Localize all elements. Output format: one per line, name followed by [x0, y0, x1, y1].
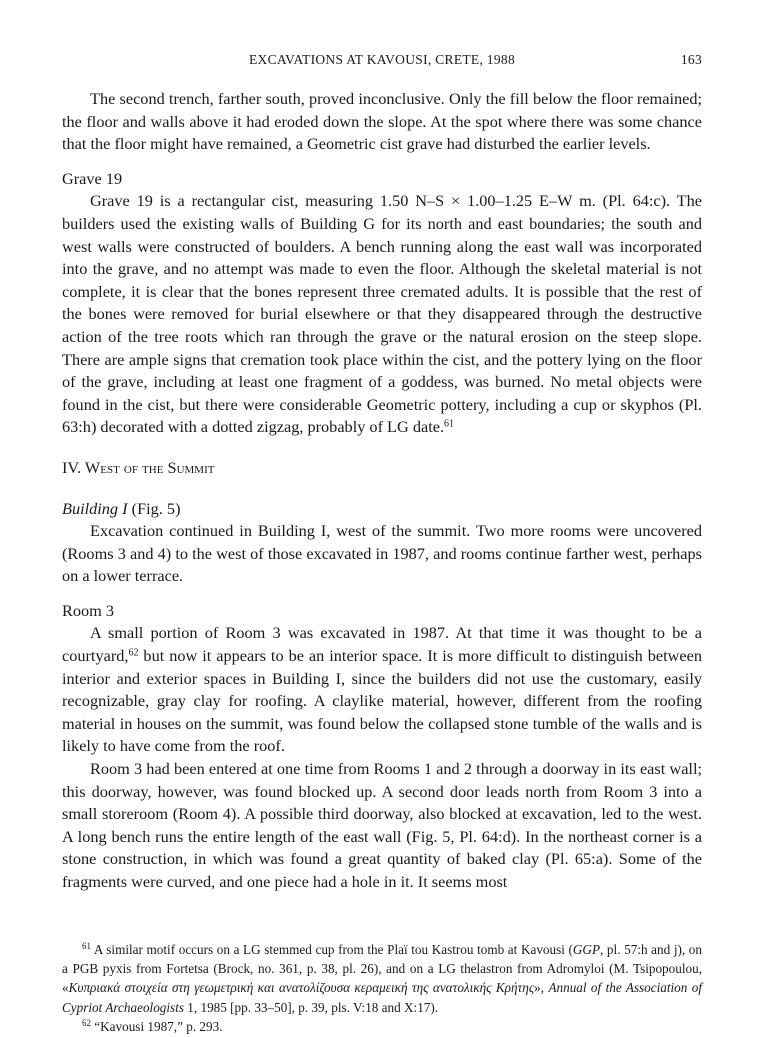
- heading-building-name: Building I: [62, 498, 128, 518]
- heading-building-figref: (Fig. 5): [127, 498, 181, 518]
- footnote-ref-62[interactable]: 62: [128, 647, 139, 659]
- paragraph-room-3a: [62, 622, 702, 758]
- body-text: [62, 88, 702, 894]
- paragraph-grave-19: [62, 190, 702, 439]
- footnote-62-number: 62: [82, 1018, 91, 1029]
- paragraph-building-i: Excavation continued in Building I, west of the summit. Two more rooms were uncovered (Rooms 3 and 4) to the west of those excavated in 1987, and rooms continue farther west, perhaps on a lower terrace.: [62, 521, 702, 586]
- paragraph-room-3a-part1: A small portion of Room 3 was excavated in 1987. At that time it was thought to be a courtyard,: [62, 623, 702, 666]
- heading-building-i: [62, 498, 702, 521]
- footnote-ref-61[interactable]: 61: [444, 418, 455, 430]
- paragraph-room-3a-part2: but now it appears to be an interior space. It is more difficult to distinguish between interior and exterior spaces in Building I, since the builders did not use the customary, easily recognizable, gray clay for roofing. A claylike material, however, different from the roofing material in houses on the summit, was found below the collapsed stone tumble of the walls and is likely to have come from the roof.: [62, 646, 702, 756]
- section-heading-iv: [62, 457, 702, 480]
- footnote-61-text-1: A similar motif occurs on a LG stemmed cup from the Plaï tou Kastrou tomb at Kavousi (: [91, 941, 573, 957]
- footnote-61: [62, 940, 702, 1018]
- section-heading-title: est of the Summit: [100, 457, 215, 477]
- footnote-61-number: 61: [82, 940, 91, 951]
- footnote-62-text: “Kavousi 1987,” p. 293.: [91, 1019, 223, 1035]
- page-number: 163: [680, 52, 702, 67]
- footnote-61-text-2: , pl. 57:h and j), on a PGB pyxis from Fortetsa (Brock, no. 361, p. 38, pl. 26), and on a LG thelastron from Adromyloi (M. Tsipopoulou, «: [62, 941, 702, 996]
- footnote-62: [62, 1017, 702, 1036]
- paragraph-intro: The second trench, farther south, proved inconclusive. Only the fill below the floor remained; the floor and walls above it had eroded down the slope. At the spot where there was some chance that the floor might have remained, a Geometric cist grave had disturbed the earlier levels.: [62, 89, 702, 154]
- running-header: [62, 46, 702, 70]
- footnote-61-ggp: GGP: [572, 941, 601, 957]
- footnote-61-text-4: 1, 1985 [pp. 33–50], p. 39, pls. V:18 and X:17).: [183, 999, 439, 1015]
- footnotes: [62, 940, 702, 1037]
- document-page: [62, 46, 702, 1037]
- paragraph-room-3b: Room 3 had been entered at one time from Rooms 1 and 2 through a doorway in its east wall; this doorway, however, was found blocked up. A second door leads north from Room 3 into a small storeroom (Room 4). A possible third doorway, also blocked at excavation, led to the west. A long bench runs the entire length of the east wall (Fig. 5, Pl. 64:d). In the northeast corner is a stone construction, in which was found a great quantity of baked clay (Pl. 65:a). Some of the fragments were curved, and one piece had a hole in it. It seems most: [62, 759, 702, 891]
- heading-grave-19: Grave 19: [62, 168, 123, 188]
- footnote-61-text-3: »,: [534, 980, 549, 996]
- running-title: EXCAVATIONS AT KAVOUSI, CRETE, 1988: [248, 52, 516, 67]
- paragraph-grave-19-text: Grave 19 is a rectangular cist, measuring 1.50 N–S × 1.00–1.25 E–W m. (Pl. 64:c). The builders used the existing walls of Building G for its north and east boundaries; the south and west walls were constructed of boulders. A bench running along the east wall was incorporated into the grave, and no attempt was made to even the floor. Although the skeletal material is not complete, it is clear that the bones represent three cremated adults. It is possible that the rest of the bones were removed for burial elsewhere or that they disappeared through the destructive action of the tree roots which ran through the grave or the natural erosion on the steep slope. There are ample signs that cremation took place within the cist, and the pottery lying on the floor of the grave, including at least one fragment of a goddess, was burned. No metal objects were found in the cist, but there were considerable Geometric pottery, including a cup or skyphos (Pl. 63:h) decorated with a dotted zigzag, probably of LG date.: [62, 191, 702, 437]
- footnote-61-greek-title: Κυπριακά στοιχεία στη γεωμετρική και ανατολίζουσα κεραμεική της ανατολικής Κρήτης: [68, 980, 535, 996]
- section-heading-number: IV. W: [62, 457, 101, 477]
- footnote-61-journal: Annual of the Association of Cypriot Archaeologists: [62, 980, 702, 1015]
- heading-room-3: Room 3: [62, 600, 115, 620]
